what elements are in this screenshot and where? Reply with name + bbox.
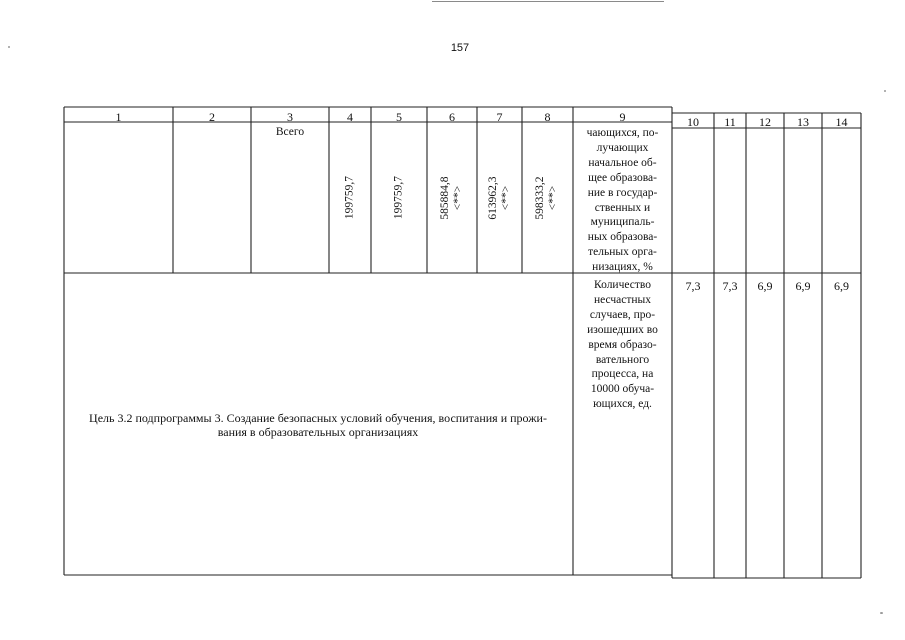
- total-label: Всего: [275, 126, 305, 138]
- scan-artifact-line: [432, 1, 664, 2]
- indicator-line: щее образова-: [588, 171, 657, 184]
- header-cell: 10: [687, 115, 699, 129]
- scan-artifact-dot: [884, 90, 886, 92]
- goal-text: [68, 411, 568, 439]
- indicator-line: случаев, про-: [589, 308, 656, 321]
- header-cell: 6: [449, 110, 455, 124]
- page-number: 157: [450, 42, 470, 54]
- goal-line: Цель 3.2 подпрограммы 3. Создание безопасных условий обучения, воспитания и прожи-: [89, 411, 547, 425]
- indicator-line: лучающих: [596, 141, 649, 154]
- scan-artifact-dot: [8, 46, 10, 48]
- indicator-line: чающихся, по-: [586, 127, 659, 139]
- vertical-value: 585884,8 <**>: [439, 176, 464, 220]
- value-cell: 7,3: [685, 279, 701, 293]
- indicator-line: 10000 обуча-: [590, 383, 655, 396]
- header-cell: 12: [759, 115, 771, 129]
- indicator-line: ние в государ-: [587, 186, 658, 199]
- indicator-line: ных образова-: [587, 231, 658, 244]
- header-cell: 13: [797, 115, 809, 129]
- goal-line: вания в образовательных организациях: [217, 425, 419, 439]
- indicator-line: процесса, на: [591, 368, 654, 381]
- header-cell: 11: [724, 115, 736, 129]
- value-cell: 6,9: [757, 279, 773, 293]
- header-cell: 8: [544, 110, 551, 124]
- indicator-text: [574, 278, 671, 412]
- vertical-value: 613962,3 <**>: [487, 176, 512, 220]
- vertical-value: 598333,2 <**>: [534, 176, 559, 220]
- indicator-line: тельных орга-: [588, 246, 657, 259]
- indicator-line: изошедших во: [587, 323, 658, 336]
- value-cell: 6,9: [795, 279, 811, 293]
- value-cell: 7,3: [722, 279, 738, 293]
- indicator-line: начальное об-: [588, 156, 657, 169]
- header-cell: 4: [347, 110, 353, 124]
- header-cell: 14: [835, 115, 848, 129]
- scan-artifact-dot: [880, 612, 883, 614]
- indicator-line: несчастных: [593, 293, 652, 306]
- header-cell: 2: [209, 110, 215, 124]
- indicator-line: ственных и: [594, 201, 651, 214]
- vertical-value: 199759,7: [392, 175, 405, 220]
- header-cell: 1: [115, 110, 122, 124]
- header-cell: 3: [287, 110, 293, 124]
- header-cell: 9: [619, 110, 626, 124]
- indicator-line: низациях, %: [592, 261, 653, 274]
- indicator-text: [574, 126, 671, 275]
- indicator-line: время образо-: [588, 338, 657, 351]
- indicator-line: Количество: [594, 279, 651, 291]
- indicator-line: муниципаль-: [590, 216, 655, 229]
- header-cell: 7: [496, 110, 503, 124]
- vertical-value: 199759,7: [343, 175, 356, 220]
- header-cell: 5: [396, 110, 402, 124]
- indicator-line: вательного: [595, 353, 650, 366]
- indicator-line: ющихся, ед.: [593, 398, 652, 411]
- value-cell: 6,9: [834, 279, 849, 293]
